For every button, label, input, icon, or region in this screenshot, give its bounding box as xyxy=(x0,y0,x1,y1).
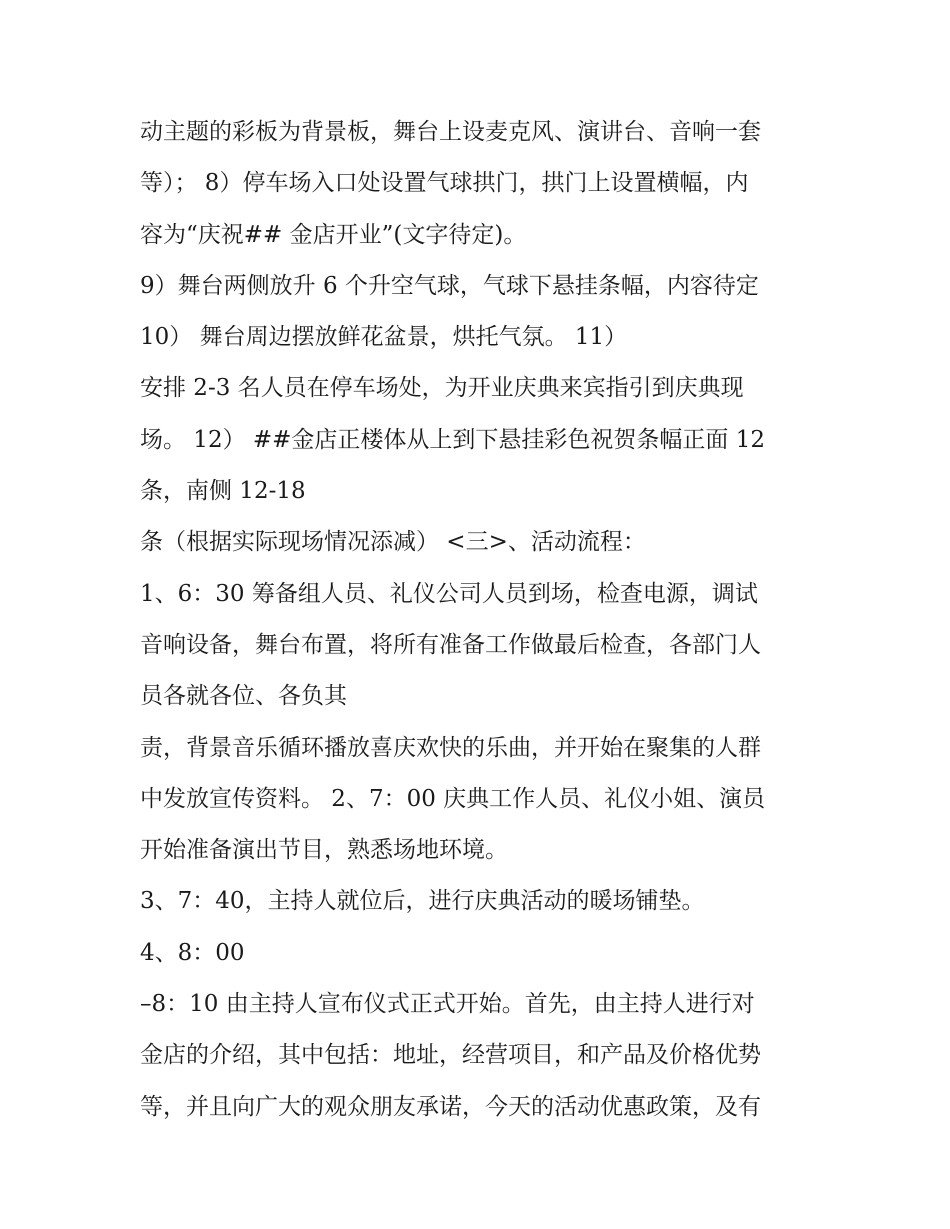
text-line: 1、6：30 筹备组人员、礼仪公司人员到场，检查电源，调试 xyxy=(140,580,758,607)
text-line: 中发放宣传资料。 2、7：00 庆典工作人员、礼仪小姐、演员 xyxy=(140,785,766,812)
text-line: 动主题的彩板为背景板，舞台上设麦克风、演讲台、音响一套 xyxy=(140,119,761,145)
text-line: 员各就各位、各负其 xyxy=(140,683,347,710)
text-line: 条，南侧 12-18 xyxy=(140,478,306,505)
text-line: 开始准备演出节目，熟悉场地环境。 xyxy=(140,837,508,864)
text-line: 3、7：40，主持人就位后，进行庆典活动的暖场铺垫。 xyxy=(140,888,705,915)
text-line: 金店的介绍，其中包括：地址，经营项目，和产品及价格优势 xyxy=(140,1042,761,1069)
text-line: 等，并且向广大的观众朋友承诺，今天的活动优惠政策，及有 xyxy=(140,1093,761,1120)
text-line: 责，背景音乐循环播放喜庆欢快的乐曲，并开始在聚集的人群 xyxy=(140,734,761,761)
text-line: 音响设备，舞台布置，将所有准备工作做最后检查，各部门人 xyxy=(140,631,761,658)
text-line: –8：10 由主持人宣布仪式正式开始。首先，由主持人进行对 xyxy=(140,991,755,1018)
text-line: 安排 2-3 名人员在停车场处，为开业庆典来宾指引到庆典现 xyxy=(140,375,744,402)
text-line: 条（根据实际现场情况添减） <三>、活动流程： xyxy=(140,529,646,556)
text-line: 10） 舞台周边摆放鲜花盆景，烘托气氛。 11） xyxy=(140,324,628,351)
body-text xyxy=(140,107,840,1133)
text-line: 容为“庆祝## 金店开业”(文字待定)。 xyxy=(140,221,527,248)
text-line: 等）； 8）停车场入口处设置气球拱门，拱门上设置横幅，内 xyxy=(140,170,749,197)
text-line: 4、8：00 xyxy=(140,939,245,966)
text-line: 9）舞台两侧放升 6 个升空气球，气球下悬挂条幅，内容待定 xyxy=(140,272,759,299)
text-line: 场。 12） ##金店正楼体从上到下悬挂彩色祝贺条幅正面 12 xyxy=(140,426,766,453)
